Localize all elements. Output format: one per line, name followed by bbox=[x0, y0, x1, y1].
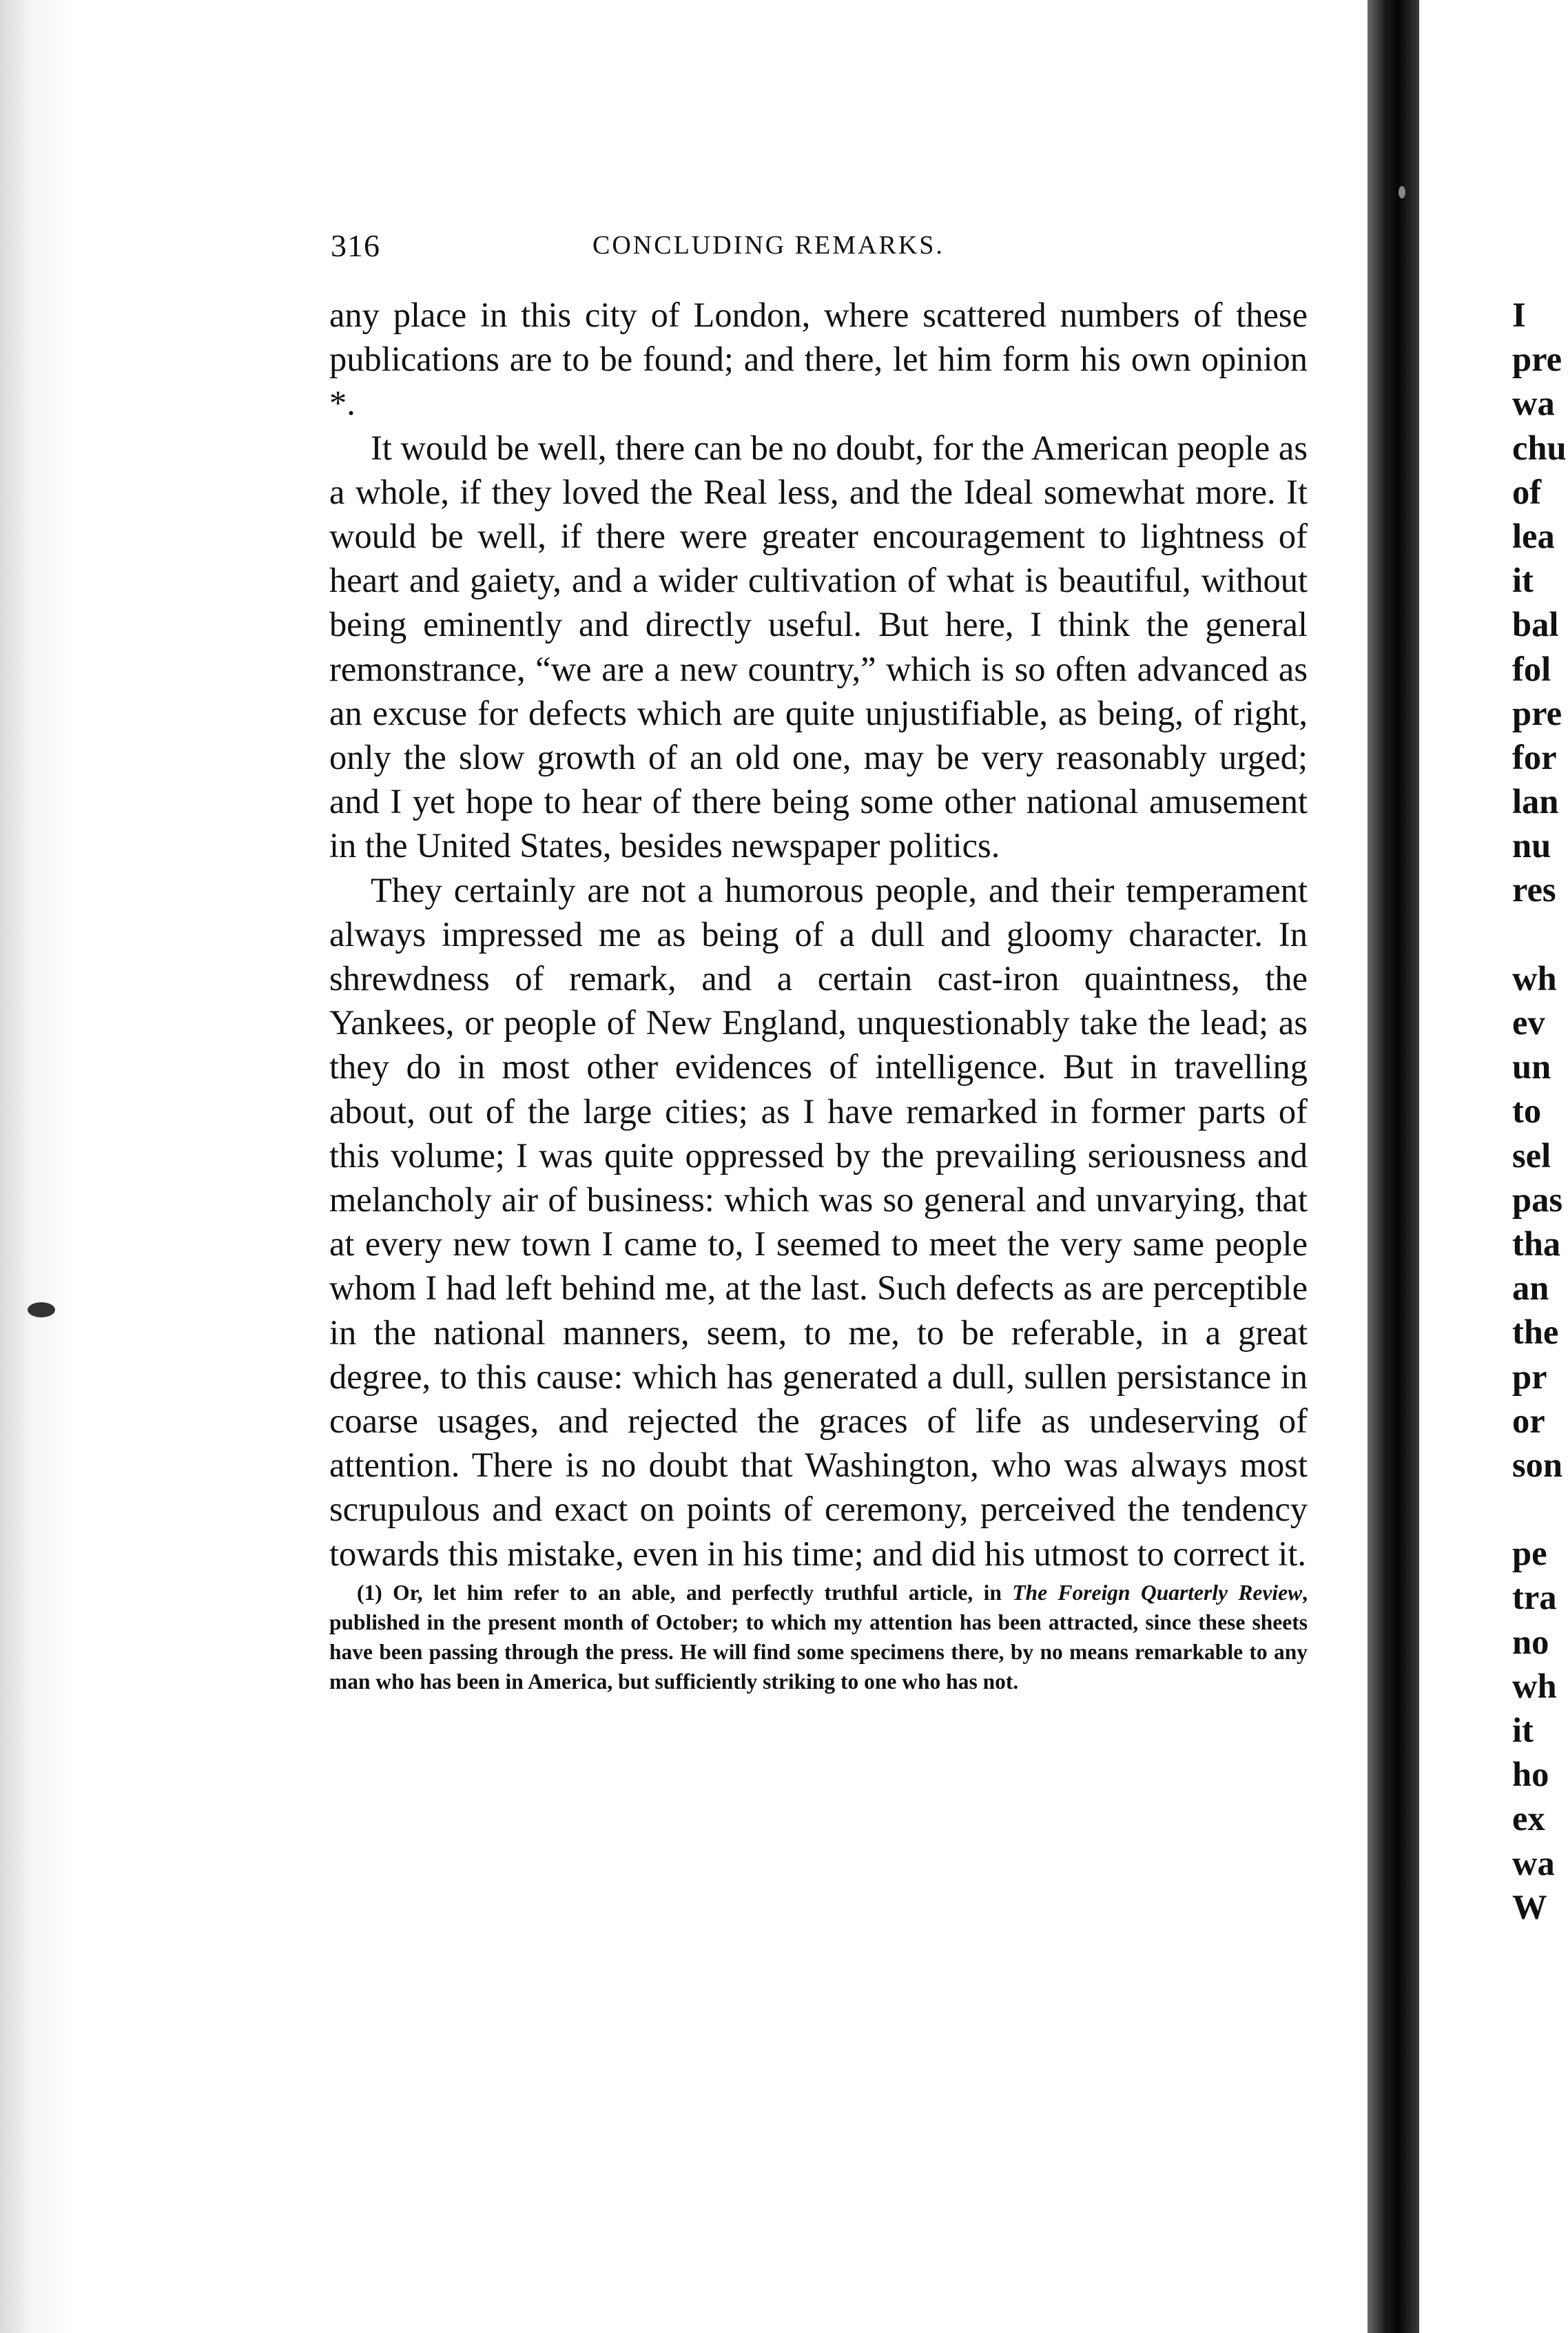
facing-page-line-fragment: to bbox=[1512, 1091, 1542, 1131]
facing-page-line-fragment: ex bbox=[1512, 1799, 1545, 1838]
running-head bbox=[331, 227, 1323, 282]
main-text-block bbox=[329, 293, 1308, 1576]
footnote-text: Or, let him refer to an able, and perfectly truthful article, in bbox=[382, 1581, 1013, 1605]
facing-page-line-fragment: nu bbox=[1512, 826, 1551, 865]
facing-page-line-fragment: no bbox=[1512, 1622, 1549, 1661]
facing-page-line-fragment: pas bbox=[1512, 1180, 1562, 1219]
scan-speck bbox=[28, 1302, 55, 1317]
facing-page-line-fragment: son bbox=[1512, 1445, 1562, 1484]
facing-page-line-fragment: lea bbox=[1512, 516, 1555, 555]
facing-page-line-fragment: it bbox=[1512, 1711, 1534, 1749]
facing-page-line-fragment: pre bbox=[1512, 693, 1562, 732]
facing-page-line-fragment: tra bbox=[1512, 1578, 1557, 1617]
facing-page-line-fragment: it bbox=[1512, 561, 1534, 600]
footnote-marker: (1) bbox=[357, 1581, 382, 1605]
facing-page-line-fragment: an bbox=[1512, 1268, 1549, 1308]
footnote bbox=[329, 1578, 1308, 1696]
facing-page-line-fragment: wh bbox=[1512, 1666, 1557, 1705]
facing-page-line-fragment: the bbox=[1512, 1313, 1559, 1352]
facing-page-line-fragment: wh bbox=[1512, 958, 1557, 998]
footnote-journal-title: The Foreign Quarterly Review bbox=[1012, 1581, 1303, 1605]
paragraph: They certainly are not a humorous people, and their temperament always impressed me as being of a dull and gloomy character. In shrewdness of remark, and a certain cast-iron quaintness, the Yankees, or people of New England, unquestionably take the lead; as they do in most other evidences of intelligence. But in travelling about, out of the large cities; as I have remarked in former parts of this volume; I was quite oppressed by the prevailing seriousness and melancholy air of business: which was so general and unvarying, that at every new town I came to, I seemed to meet the very same people whom I had left behind me, at the last. Such defects as are perceptible in the national manners, seem, to me, to be referable, in a great degree, to this cause: which has generated a dull, sullen persistance in coarse usages, and rejected the graces of life as undeserving of attention. There is no doubt that Washington, who was always most scrupulous and exact on points of ceremony, perceived the tendency towards this mistake, even in his time; and did his utmost to correct it. bbox=[329, 870, 1308, 1573]
facing-page-text-fragments bbox=[1512, 293, 1568, 1929]
facing-page-line-fragment: chu bbox=[1512, 428, 1567, 467]
facing-page-line-fragment: fol bbox=[1512, 649, 1551, 688]
facing-page-line-fragment: wa bbox=[1512, 384, 1555, 423]
facing-page-line-fragment: ev bbox=[1512, 1003, 1545, 1042]
facing-page-line-fragment: I bbox=[1512, 296, 1526, 334]
facing-page-line-fragment: ho bbox=[1512, 1755, 1549, 1794]
footnote-text: , published in the present month of October; to which my attention has been attracted, since these sheets have been passing through the press. He will find some specimens there, by no means remarkable to any man who has been in America, but sufficiently striking to one who has not. bbox=[329, 1581, 1308, 1694]
book-gutter-shadow bbox=[1368, 0, 1419, 2333]
facing-page-line-fragment: bal bbox=[1512, 605, 1559, 644]
scan-speck bbox=[1399, 186, 1405, 198]
footnote-paragraph bbox=[329, 1578, 1308, 1696]
page-number: 316 bbox=[331, 228, 380, 263]
facing-page-line-fragment: sel bbox=[1512, 1135, 1551, 1175]
facing-page-line-fragment: of bbox=[1512, 472, 1542, 511]
paragraph-continued: any place in this city of London, where scattered numbers of these publications are to be found; and there, let him form his own opinion *. bbox=[329, 296, 1308, 423]
facing-page-line-fragment: W bbox=[1512, 1887, 1547, 1926]
facing-page-line-fragment: pre bbox=[1512, 340, 1562, 379]
facing-page-line-fragment: un bbox=[1512, 1047, 1551, 1087]
facing-page-line-fragment: pr bbox=[1512, 1357, 1547, 1396]
paragraph: It would be well, there can be no doubt, for the American people as a whole, if they loved the Real less, and the Ideal somewhat more. It would be well, if there were greater encouragement to lightness of heart and gaiety, and a wider cultivation of what is beautiful, without being eminently and directly useful. But here, I think the general remonstrance, “we are a new country,” which is so often advanced as an excuse for defects which are quite unjustifiable, as being, of right, only the slow growth of an old one, may be very reasonably urged; and I yet hope to hear of there being some other national amusement in the United States, besides newspaper politics. bbox=[329, 428, 1308, 865]
facing-page-line-fragment bbox=[1512, 912, 1568, 956]
facing-page-line-fragment: for bbox=[1512, 737, 1557, 777]
facing-page-line-fragment: or bbox=[1512, 1401, 1545, 1440]
running-title: CONCLUDING REMARKS. bbox=[592, 231, 945, 260]
left-page-edge-shadow bbox=[0, 0, 76, 2333]
facing-page-line-fragment: pe bbox=[1512, 1534, 1547, 1573]
facing-page-line-fragment: lan bbox=[1512, 782, 1559, 821]
facing-page-line-fragment: tha bbox=[1512, 1224, 1561, 1263]
facing-page-line-fragment: res bbox=[1512, 870, 1556, 909]
facing-page-line-fragment bbox=[1512, 1487, 1568, 1531]
facing-page-line-fragment: wa bbox=[1512, 1843, 1555, 1882]
